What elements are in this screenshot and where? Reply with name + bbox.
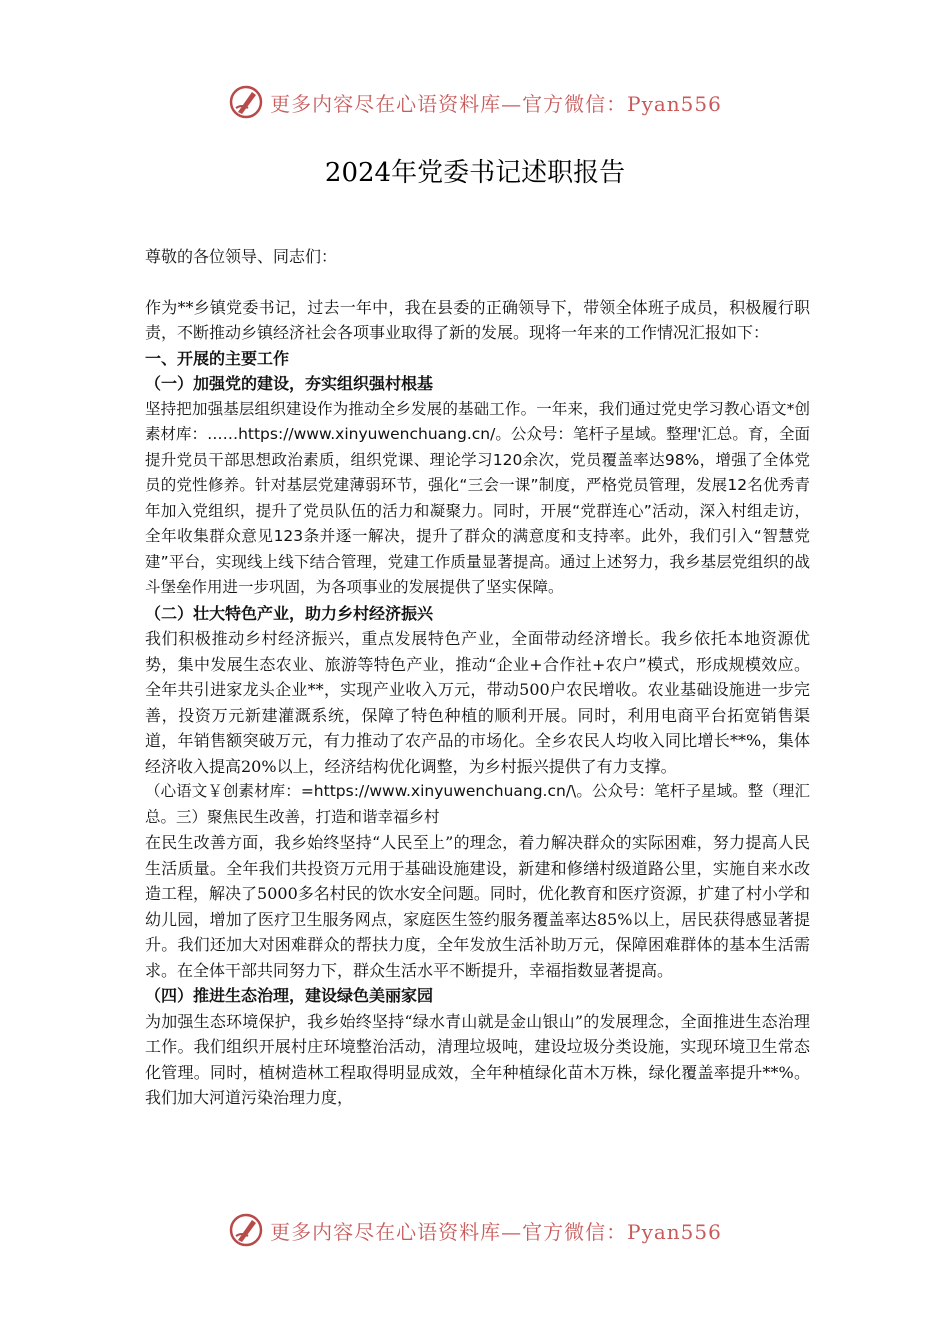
subsection-body-4: 为加强生态环境保护，我乡始终坚持“绿水青山就是金山银山”的发展理念，全面推进生态治理工作。我们组织开展村庄环境整治活动，清理垃圾吨，建设垃圾分类设施，实现环境卫生常态化管理。同时，植树造林工程取得明显成效，全年种植绿化苗木万株，绿化覆盖率提升**%。我们加大河道污染治理力度，	[145, 1011, 810, 1107]
watermark-text: 更多内容尽在心语资料库—官方微信：Pyan556	[270, 1219, 722, 1244]
intro-paragraph: 作为**乡镇党委书记，过去一年中，我在县委的正确领导下，带领全体班子成员，积极履行职责，不断推动乡镇经济社会各项事业取得了新的发展。现将一年来的工作情况汇报如下：	[145, 297, 810, 342]
subsection-heading-1: （一）加强党的建设，夯实组织强村根基	[145, 374, 434, 393]
footer-watermark-banner	[0, 1208, 950, 1252]
watermark-text: 更多内容尽在心语资料库—官方微信：Pyan556	[270, 91, 722, 116]
header-watermark-banner	[0, 80, 950, 124]
subsection-body-1: 坚持把加强基层组织建设作为推动全乡发展的基础工作。一年来，我们通过党史学习教心语文*创素材库：……https://www.xinyuwenchuang.cn/。公众号：笔杆子星域。整理'汇总。育，全面提升党员干部思想政治素质，组织党课、理论学习120余次，党员覆盖率达98%，增强了全体党员的党性修养。针对基层党建薄弱环节，强化“三会一课”制度，严格党员管理，发展12名优秀青年加入党组织，提升了党员队伍的活力和凝聚力。同时，开展“党群连心”活动，深入村组走访，全年收集群众意见123条并逐一解决，提升了群众的满意度和支持率。此外，我们引入“智慧党建”平台，实现线上线下结合管理，党建工作质量显著提高。通过上述努力，我乡基层党组织的战斗堡垒作用进一步巩固，为各项事业的发展提供了坚实保障。	[145, 399, 810, 596]
pen-logo-icon	[228, 84, 264, 120]
subsection-heading-2: （二）壮大特色产业，助力乡村经济振兴	[145, 603, 434, 623]
subsection-heading-3-mixed: （心语文￥创素材库：=https://www.xinyuwenchuang.cn/\。公众号：笔杆子星域。整（理汇总。三）聚焦民生改善，打造和谐幸福乡村	[145, 782, 810, 826]
document-body	[145, 244, 810, 1111]
greeting: 尊敬的各位领导、同志们：	[145, 247, 338, 266]
subsection-body-2: 我们积极推动乡村经济振兴，重点发展特色产业，全面带动经济增长。我乡依托本地资源优势，集中发展生态农业、旅游等特色产业，推动“企业+合作社+农户”模式，形成规模效应。全年共引进家龙头企业**，实现产业收入万元，带动500户农民增收。农业基础设施进一步完善，投资万元新建灌溉系统，保障了特色种植的顺利开展。同时，利用电商平台拓宽销售渠道，年销售额突破万元，有力推动了农产品的市场化。全乡农民人均收入同比增长**%，集体经济收入提高20%以上，经济结构优化调整，为乡村振兴提供了有力支撑。	[145, 629, 810, 776]
subsection-heading-4: （四）推进生态治理，建设绿色美丽家园	[145, 986, 434, 1005]
section-heading: 一、开展的主要工作	[145, 348, 290, 368]
subsection-body-3: 在民生改善方面，我乡始终坚持“人民至上”的理念，着力解决群众的实际困难，努力提高人民生活质量。全年我们共投资万元用于基础设施建设，新建和修缮村级道路公里，实施自来水改造工程，解决了5000多名村民的饮水安全问题。同时，优化教育和医疗资源，扩建了村小学和幼儿园，增加了医疗卫生服务网点，家庭医生签约服务覆盖率达85%以上，居民获得感显著提升。我们还加大对困难群众的帮扶力度，全年发放生活补助万元，保障困难群体的基本生活需求。在全体干部共同努力下，群众生活水平不断提升，幸福指数显著提高。	[145, 833, 810, 980]
document-title: 2024年党委书记述职报告	[324, 158, 626, 188]
pen-logo-icon	[228, 1212, 264, 1248]
